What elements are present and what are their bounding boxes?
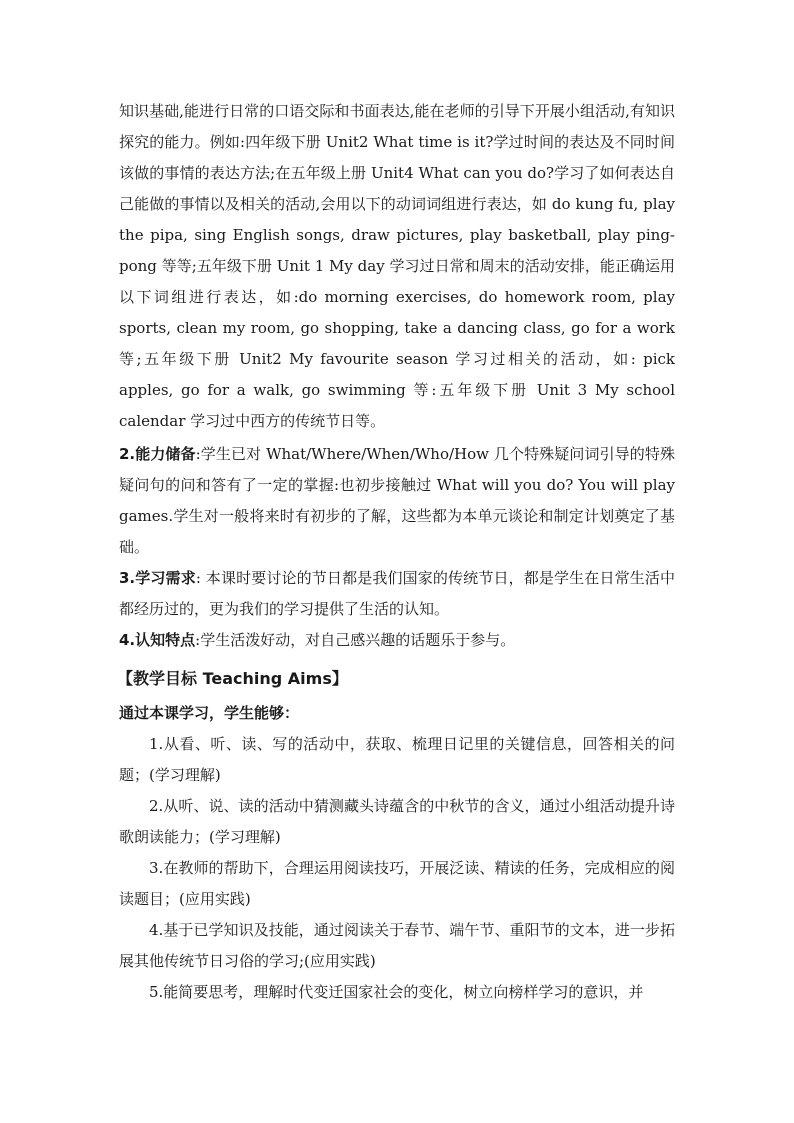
aim-item: 5.能简要思考，理解时代变迁国家社会的变化，树立向榜样学习的意识，并 <box>149 983 644 1001</box>
point-label: 3.学习需求 <box>119 569 196 587</box>
aim-item: 2.从听、说、读的活动中猜测藏头诗蕴含的中秋节的含义，通过小组活动提升诗歌朗读能力；(学习理解) <box>119 797 675 846</box>
point-label: 2.能力储备 <box>119 445 196 463</box>
aims-intro: 通过本课学习，学生能够： <box>119 704 300 722</box>
point-cognition <box>119 625 675 656</box>
point-text: :学生活泼好动，对自己感兴趣的话题乐于参与。 <box>195 631 516 649</box>
page-content <box>119 96 675 1008</box>
aim-item: 1.从看、听、读、写的活动中，获取、梳理日记里的关键信息，回答相关的问题；(学习理解) <box>119 735 675 784</box>
intro-paragraph: 知识基础,能进行日常的口语交际和书面表达,能在老师的引导下开展小组活动,有知识探究的能力。例如:四年级下册 Unit2 What time is it?学过时间的表达及不同时间该做的事情的表达方法;在五年级上册 Unit4 What can you do?学习了如何表达自己能做的事情以及相关的活动,会用以下的动词词组进行表达，如 do kung fu, play the pipa, sing English songs, draw pictures, play basketball, play ping-pong 等等;五年级下册 Unit 1 My day 学习过日常和周末的活动安排，能正确运用以下词组进行表达，如:do morning exercises, do homework room, play sports, clean my room, go shopping, take a dancing class, go for a work 等;五年级下册 Unit2 My favourite season 学习过相关的活动，如: pick apples, go for a walk, go swimming 等:五年级下册 Unit 3 My school calendar 学习过中西方的传统节日等。 <box>119 102 675 430</box>
point-label: 4.认知特点 <box>119 631 196 649</box>
point-needs <box>119 563 675 625</box>
aim-item: 4.基于已学知识及技能，通过阅读关于春节、端午节、重阳节的文本，进一步拓展其他传统节日习俗的学习;(应用实践) <box>119 921 675 970</box>
point-ability <box>119 439 675 563</box>
point-text: : 本课时要讨论的节日都是我们国家的传统节日，都是学生在日常生活中都经历过的，更为我们的学习提供了生活的认知。 <box>119 569 676 618</box>
section-title: 【教学目标 Teaching Aims】 <box>117 669 348 688</box>
point-text: :学生已对 What/Where/When/Who/How 几个特殊疑问词引导的特殊疑问句的问和答有了一定的掌握:也初步接触过 What will you do? You will play games.学生对一般将来时有初步的了解，这些都为本单元谈论和制定计划奠定了基础。 <box>119 445 675 556</box>
aim-item: 3.在教师的帮助下，合理运用阅读技巧，开展泛读、精读的任务，完成相应的阅读题目；(应用实践) <box>119 859 675 908</box>
